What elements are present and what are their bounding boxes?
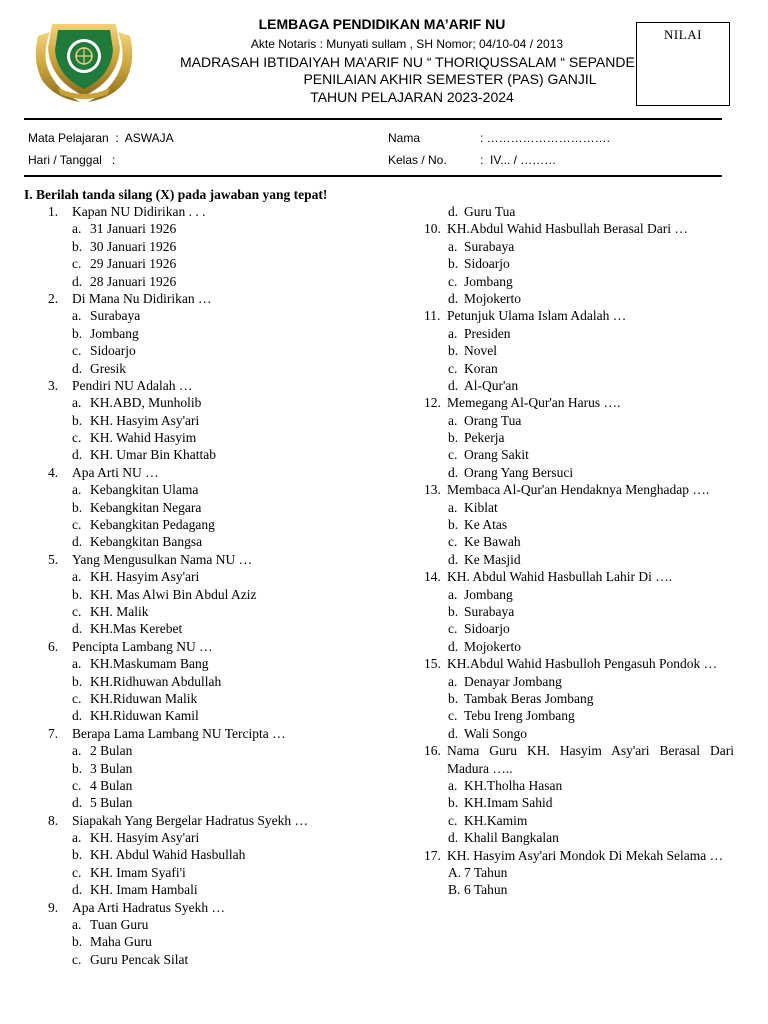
answer-option[interactable] (24, 951, 404, 968)
question-number: 17. (424, 847, 441, 863)
subject-field: Mata Pelajaran : ASWAJA (28, 131, 174, 145)
madrasah-logo (28, 18, 140, 104)
option-letter: d. (72, 708, 83, 724)
question-text: KH. Hasyim Asy'ari Mondok Di Mekah Selama … (447, 847, 724, 863)
option-text: KH. Abdul Wahid Hasbullah (90, 847, 246, 863)
option-text: KH. Imam Syafi'i (90, 864, 186, 880)
question-item (420, 847, 734, 864)
question-text: Membaca Al-Qur'an Hendaknya Menghadap …. (447, 482, 710, 498)
option-letter: b. (72, 673, 83, 689)
option-text: Sidoarjo (464, 621, 510, 637)
question-item (24, 812, 404, 829)
option-text: 2 Bulan (90, 743, 133, 759)
option-letter: c. (72, 777, 82, 793)
option-letter: a. (72, 830, 82, 846)
option-text: 7 Tahun (464, 864, 508, 880)
question-number: 3. (48, 377, 59, 393)
answer-option[interactable] (24, 394, 404, 411)
answer-option[interactable] (420, 603, 734, 620)
answer-option[interactable] (420, 273, 734, 290)
questions-right-column (420, 203, 734, 899)
question-number: 6. (48, 638, 59, 654)
question-item (24, 899, 404, 916)
question-number: 10. (424, 221, 441, 237)
question-item (24, 377, 404, 394)
option-letter: a. (448, 499, 458, 515)
question-number: 5. (48, 551, 59, 567)
answer-option[interactable] (24, 586, 404, 603)
answer-option[interactable] (24, 516, 404, 533)
question-item (24, 725, 404, 742)
answer-option[interactable] (24, 794, 404, 811)
option-letter: b. (448, 256, 459, 272)
option-text: KH.Tholha Hasan (464, 777, 563, 793)
question-text: Pencipta Lambang NU … (72, 638, 213, 654)
question-text: Pendiri NU Adalah … (72, 377, 193, 393)
option-text: Ke Bawah (464, 534, 521, 550)
option-text: KH. Malik (90, 603, 149, 619)
option-letter: a. (448, 586, 458, 602)
answer-option[interactable] (24, 481, 404, 498)
option-letter: c. (72, 343, 82, 359)
option-text: Surabaya (90, 308, 141, 324)
option-letter: a. (448, 238, 458, 254)
option-text: KH.Riduwan Malik (90, 690, 198, 706)
option-text: Mojokerto (464, 290, 521, 306)
question-number: 4. (48, 464, 59, 480)
option-text: KH.Riduwan Kamil (90, 708, 199, 724)
option-text: KH.Maskumam Bang (90, 656, 209, 672)
option-text: KH.Kamim (464, 812, 528, 828)
option-text: Sidoarjo (464, 256, 510, 272)
notary-info: Akte Notaris : Munyati sullam , SH Nomor; 04/10-04 / 2013 (250, 37, 564, 51)
answer-option[interactable] (420, 620, 734, 637)
answer-option[interactable] (420, 360, 734, 377)
option-text: KH.Mas Kerebet (90, 621, 183, 637)
question-item (24, 638, 404, 655)
option-text: Denayar Jombang (464, 673, 562, 689)
section-instruction: I. Berilah tanda silang (X) pada jawaban yang tepat! (24, 187, 328, 202)
option-letter: c. (72, 517, 82, 533)
option-text: Kebangkitan Negara (90, 499, 202, 515)
question-text: Petunjuk Ulama Islam Adalah … (447, 308, 627, 324)
option-letter: c. (448, 360, 458, 376)
answer-option[interactable] (24, 846, 404, 863)
option-text: Presiden (464, 325, 511, 341)
option-letter: a. (72, 569, 82, 585)
option-letter: d. (72, 360, 83, 376)
option-letter: b. (448, 517, 459, 533)
option-text: Al-Qur'an (464, 377, 519, 393)
answer-option[interactable] (24, 412, 404, 429)
answer-option[interactable] (420, 829, 734, 846)
option-text: Ke Atas (464, 517, 508, 533)
option-letter: d. (72, 882, 83, 898)
option-letter: a. (72, 308, 82, 324)
option-text: KH. Hasyim Asy'ari (90, 830, 200, 846)
question-item (24, 551, 404, 568)
answer-option[interactable] (420, 812, 734, 829)
option-letter: c. (448, 708, 458, 724)
answer-option[interactable] (24, 916, 404, 933)
option-letter: a. (448, 412, 458, 428)
answer-option[interactable] (24, 760, 404, 777)
question-number: 12. (424, 395, 441, 411)
answer-option[interactable] (24, 255, 404, 272)
option-text: Gresik (90, 360, 126, 376)
answer-option[interactable] (24, 446, 404, 463)
answer-option[interactable] (24, 533, 404, 550)
option-letter: d. (72, 534, 83, 550)
option-letter: a. (72, 917, 82, 933)
option-letter: d. (72, 273, 83, 289)
question-text: Apa Arti NU … (72, 464, 159, 480)
option-letter: d. (448, 725, 459, 741)
answer-option[interactable] (24, 307, 404, 324)
option-letter: b. (448, 690, 459, 706)
option-letter: b. (72, 238, 83, 254)
answer-option[interactable] (420, 290, 734, 307)
answer-option[interactable] (24, 690, 404, 707)
option-text: KH. Umar Bin Khattab (90, 447, 216, 463)
option-letter: b. (72, 586, 83, 602)
option-letter: c. (448, 621, 458, 637)
name-input[interactable]: : …………………………. (480, 131, 611, 145)
option-text: KH. Mas Alwi Bin Abdul Aziz (90, 586, 257, 602)
option-letter: d. (448, 551, 459, 567)
answer-option[interactable] (24, 881, 404, 898)
answer-option[interactable] (420, 794, 734, 811)
option-letter: b. (448, 795, 459, 811)
option-letter: c. (448, 812, 458, 828)
option-letter: a. (72, 656, 82, 672)
option-letter: c. (72, 256, 82, 272)
option-text: Sidoarjo (90, 343, 136, 359)
answer-option[interactable] (420, 412, 734, 429)
question-item (420, 481, 734, 498)
option-text: Khalil Bangkalan (464, 830, 559, 846)
question-text: KH. Abdul Wahid Hasbullah Lahir Di …. (447, 569, 673, 585)
option-letter: a. (72, 221, 82, 237)
option-letter: b. (448, 430, 459, 446)
option-text: 30 Januari 1926 (90, 238, 177, 254)
option-letter: b. (72, 499, 83, 515)
question-text: Kapan NU Didirikan . . . (72, 204, 206, 219)
class-input[interactable]: : IV... / ……… (480, 153, 557, 167)
option-letter: d. (448, 290, 459, 306)
answer-option[interactable] (24, 220, 404, 237)
answer-option[interactable] (420, 673, 734, 690)
option-text: Maha Guru (90, 934, 152, 950)
option-text: 31 Januari 1926 (90, 221, 177, 237)
class-label: Kelas / No. (388, 153, 447, 167)
option-text: KH.ABD, Munholib (90, 395, 202, 411)
option-letter: d. (72, 447, 83, 463)
option-letter: d. (72, 795, 83, 811)
option-text: Koran (464, 360, 498, 376)
option-text: Kebangkitan Bangsa (90, 534, 203, 550)
answer-option[interactable] (420, 690, 734, 707)
answer-option[interactable] (24, 325, 404, 342)
option-text: Surabaya (464, 604, 515, 619)
answer-option[interactable] (420, 881, 734, 898)
option-text: 6 Tahun (464, 882, 508, 898)
question-number: 1. (48, 204, 59, 219)
madrasah-name: MADRASAH IBTIDAIYAH MA’ARIF NU “ THORIQUSSALAM “ SEPANDE (180, 54, 635, 70)
question-text: Nama Guru KH. Hasyim Asy'ari Berasal Dari Madura ….. (447, 743, 734, 776)
question-item (420, 742, 734, 777)
option-text: 5 Bulan (90, 795, 133, 811)
question-text: Berapa Lama Lambang NU Tercipta … (72, 725, 286, 741)
answer-option[interactable] (24, 360, 404, 377)
option-text: KH. Imam Hambali (90, 882, 198, 898)
exam-title: PENILAIAN AKHIR SEMESTER (PAS) GANJIL (303, 71, 597, 87)
option-text: Mojokerto (464, 638, 521, 654)
question-number: 7. (48, 725, 59, 741)
question-number: 9. (48, 899, 59, 915)
answer-option[interactable] (420, 446, 734, 463)
answer-option[interactable] (420, 499, 734, 516)
option-text: Novel (464, 343, 497, 359)
option-letter: a. (448, 777, 458, 793)
question-number: 13. (424, 482, 441, 498)
option-text: Tebu Ireng Jombang (464, 708, 575, 724)
answer-option[interactable] (420, 429, 734, 446)
option-text: Tambak Beras Jombang (464, 690, 594, 706)
option-letter: a. (448, 673, 458, 689)
answer-option[interactable] (24, 568, 404, 585)
option-letter: c. (448, 534, 458, 550)
question-item (24, 203, 404, 220)
score-label: NILAI (664, 27, 702, 42)
answer-option[interactable] (420, 342, 734, 359)
answer-option[interactable] (420, 238, 734, 255)
option-text: 28 Januari 1926 (90, 273, 177, 289)
option-letter: b. (72, 325, 83, 341)
question-item (420, 220, 734, 237)
answer-option[interactable] (420, 586, 734, 603)
option-text: Jombang (90, 325, 139, 341)
option-letter: b. (72, 412, 83, 428)
option-text: Surabaya (464, 238, 515, 254)
option-letter: a. (448, 325, 458, 341)
question-item (420, 655, 734, 672)
option-text: Kiblat (464, 499, 498, 515)
option-text: Orang Tua (464, 412, 522, 428)
question-text: KH.Abdul Wahid Hasbulloh Pengasuh Pondok … (447, 656, 718, 672)
header-divider (24, 118, 722, 120)
name-label: Nama (388, 131, 421, 145)
option-text: KH.Ridhuwan Abdullah (90, 673, 222, 689)
answer-option[interactable] (420, 638, 734, 655)
answer-option[interactable] (24, 707, 404, 724)
date-field: Hari / Tanggal : (28, 153, 116, 167)
answer-option[interactable] (420, 533, 734, 550)
option-text: KH.Imam Sahid (464, 795, 553, 811)
question-text: KH.Abdul Wahid Hasbullah Berasal Dari … (447, 221, 688, 237)
question-item (24, 290, 404, 307)
answer-option[interactable] (420, 325, 734, 342)
option-text: KH. Hasyim Asy'ari (90, 412, 200, 428)
question-number: 2. (48, 290, 59, 306)
answer-option[interactable] (420, 551, 734, 568)
option-letter: b. (448, 343, 459, 359)
option-text: Orang Sakit (464, 447, 529, 463)
option-text: 29 Januari 1926 (90, 256, 177, 272)
answer-option[interactable] (24, 429, 404, 446)
option-letter: c. (72, 864, 82, 880)
option-letter: d. (448, 377, 459, 393)
answer-option[interactable] (420, 255, 734, 272)
option-text: 4 Bulan (90, 777, 133, 793)
option-letter: b. (72, 760, 83, 776)
option-letter: d. (72, 621, 83, 637)
option-letter: b. (72, 847, 83, 863)
option-letter: c. (448, 447, 458, 463)
option-text: Guru Pencak Silat (90, 951, 189, 967)
option-text: Pekerja (464, 430, 505, 446)
answer-option[interactable] (420, 864, 734, 881)
option-letter: c. (448, 273, 458, 289)
answer-option[interactable] (24, 273, 404, 290)
answer-option[interactable] (420, 203, 734, 220)
answer-option[interactable] (420, 377, 734, 394)
option-text: KH. Wahid Hasyim (90, 430, 197, 446)
option-letter: d. (448, 830, 459, 846)
answer-option[interactable] (24, 829, 404, 846)
question-item (420, 307, 734, 324)
answer-option[interactable] (420, 516, 734, 533)
option-text: Kebangkitan Pedagang (90, 517, 215, 533)
answer-option[interactable] (24, 742, 404, 759)
question-number: 8. (48, 812, 59, 828)
answer-option[interactable] (24, 673, 404, 690)
option-letter: B. (448, 882, 461, 898)
answer-option[interactable] (420, 725, 734, 742)
question-text: Apa Arti Hadratus Syekh … (72, 899, 225, 915)
identity-divider (24, 175, 722, 177)
answer-option[interactable] (24, 777, 404, 794)
option-text: KH. Hasyim Asy'ari (90, 569, 200, 585)
option-text: Ke Masjid (464, 551, 521, 567)
option-text: Tuan Guru (90, 917, 149, 933)
option-letter: b. (448, 604, 459, 619)
answer-option[interactable] (24, 238, 404, 255)
question-number: 14. (424, 569, 441, 585)
option-letter: A. (448, 864, 462, 880)
question-item (420, 568, 734, 585)
question-item (420, 394, 734, 411)
option-letter: a. (72, 395, 82, 411)
answer-option[interactable] (24, 342, 404, 359)
question-number: 16. (424, 743, 441, 759)
option-letter: c. (72, 951, 82, 967)
question-text: Siapakah Yang Bergelar Hadratus Syekh … (72, 812, 308, 828)
option-letter: a. (72, 743, 82, 759)
question-text: Memegang Al-Qur'an Harus …. (447, 395, 621, 411)
question-text: Yang Mengusulkan Nama NU … (72, 551, 253, 567)
answer-option[interactable] (24, 864, 404, 881)
option-letter: c. (72, 430, 82, 446)
option-letter: c. (72, 690, 82, 706)
answer-option[interactable] (24, 933, 404, 950)
option-letter: d. (448, 464, 459, 480)
answer-option[interactable] (420, 777, 734, 794)
option-text: Jombang (464, 586, 513, 602)
answer-option[interactable] (24, 499, 404, 516)
answer-option[interactable] (420, 464, 734, 481)
question-item (24, 464, 404, 481)
option-text: Guru Tua (464, 204, 516, 219)
answer-option[interactable] (24, 655, 404, 672)
option-text: Wali Songo (464, 725, 528, 741)
question-text: Di Mana Nu Didirikan … (72, 290, 212, 306)
score-box[interactable] (636, 22, 730, 106)
question-number: 15. (424, 656, 441, 672)
option-letter: d. (448, 204, 459, 219)
option-letter: a. (72, 482, 82, 498)
question-number: 11. (424, 308, 441, 324)
answer-option[interactable] (420, 707, 734, 724)
option-text: Orang Yang Bersuci (464, 464, 574, 480)
option-letter: d. (448, 638, 459, 654)
academic-year: TAHUN PELAJARAN 2023-2024 (310, 89, 514, 105)
option-letter: b. (72, 934, 83, 950)
answer-option[interactable] (24, 620, 404, 637)
answer-option[interactable] (24, 603, 404, 620)
option-text: 3 Bulan (90, 760, 133, 776)
option-text: Kebangkitan Ulama (90, 482, 199, 498)
option-text: Jombang (464, 273, 513, 289)
option-letter: c. (72, 603, 82, 619)
institution-name: LEMBAGA PENDIDIKAN MA’ARIF NU (258, 16, 506, 32)
questions-left-column (24, 203, 404, 968)
